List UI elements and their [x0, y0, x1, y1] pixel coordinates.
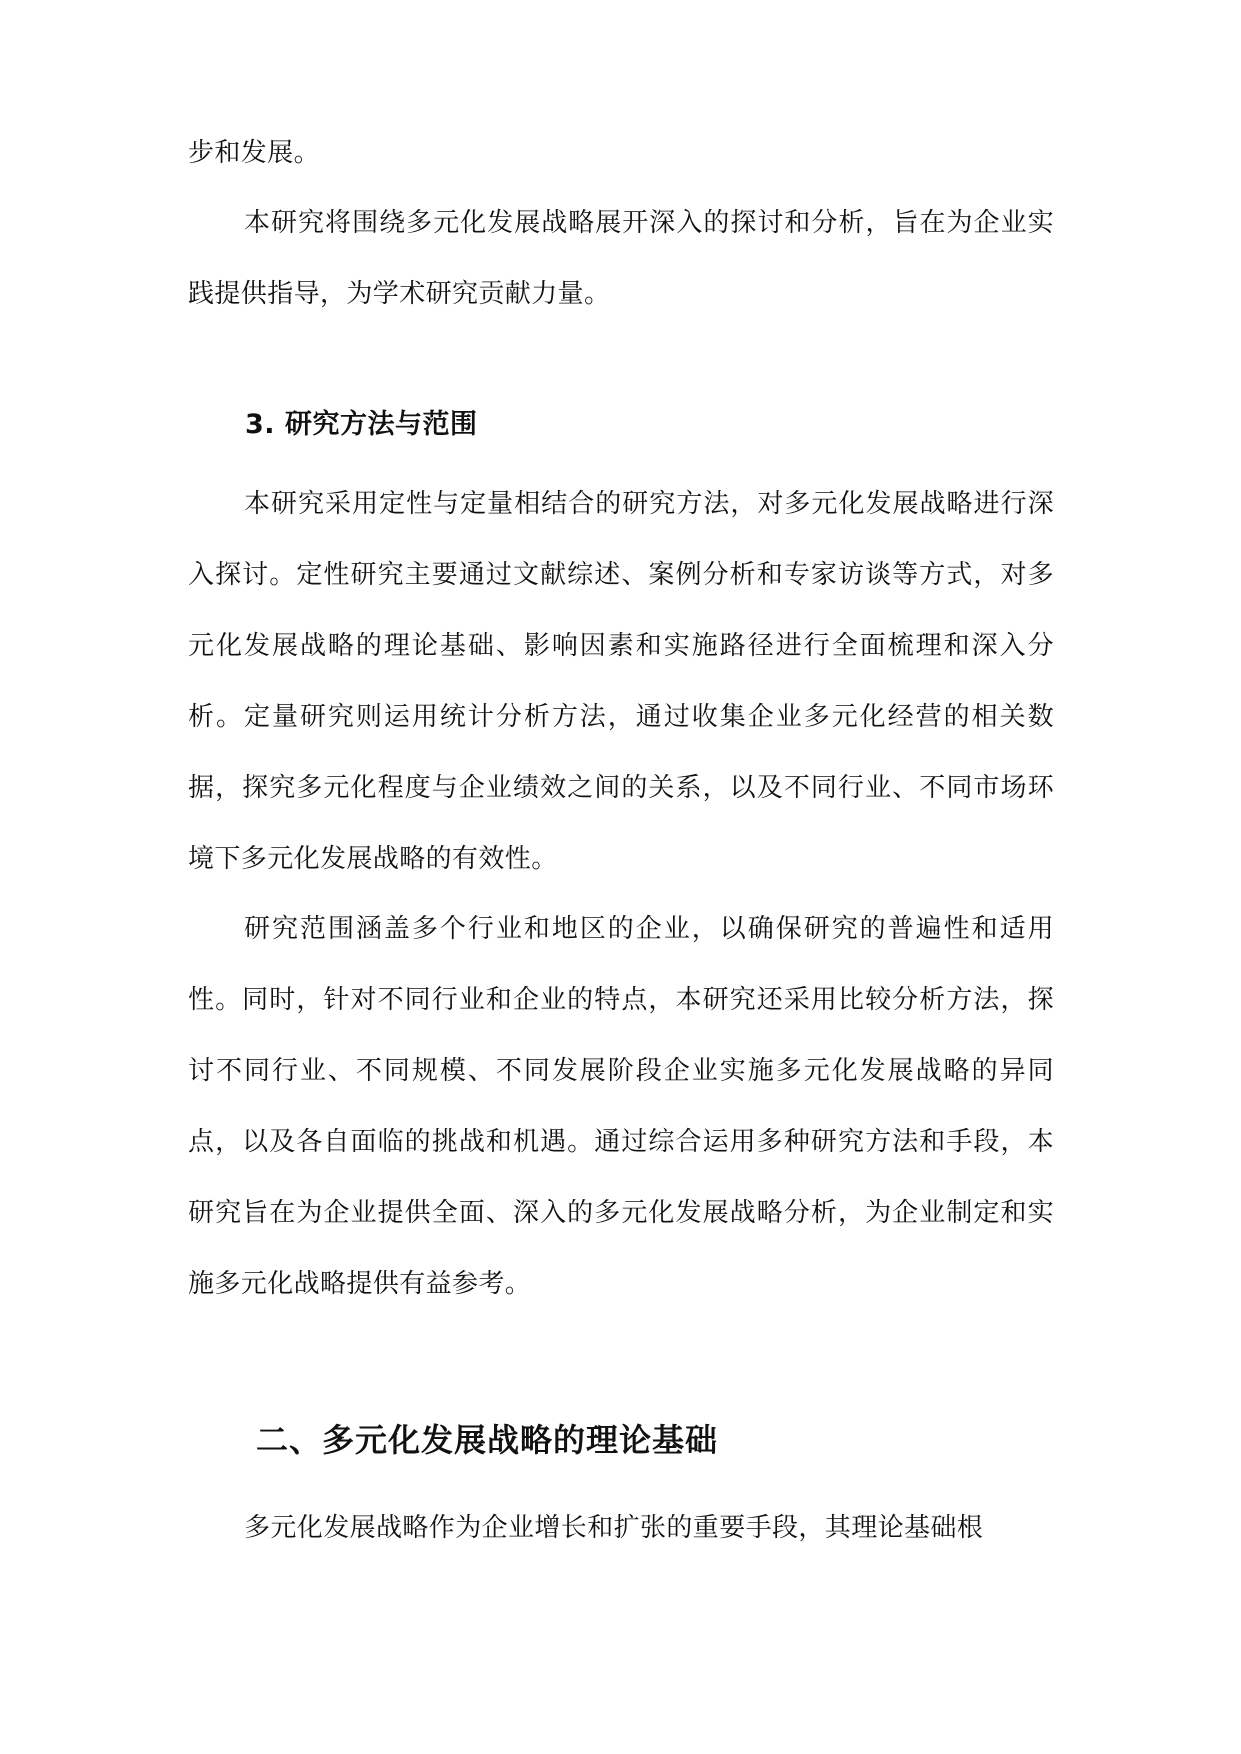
paragraph-research-scope: 研究范围涵盖多个行业和地区的企业，以确保研究的普遍性和适用性。同时，针对不同行业和企业的特点，本研究还采用比较分析方法，探讨不同行业、不同规模、不同发展阶段企业实施多元化发展战略的异同点，以及各自面临的挑战和机遇。通过综合运用多种研究方法和手段，本研究旨在为企业提供全面、深入的多元化发展战略分析，为企业制定和实施多元化战略提供有益参考。 [188, 914, 1054, 1299]
paragraph-continued: 步和发展。 [188, 138, 321, 168]
paragraph-research-aim: 本研究将围绕多元化发展战略展开深入的探讨和分析，旨在为企业实践提供指导，为学术研究贡献力量。 [188, 208, 1054, 309]
section-heading-methods-scope: 3. 研究方法与范围 [245, 409, 478, 440]
paragraph-research-methods: 本研究采用定性与定量相结合的研究方法，对多元化发展战略进行深入探讨。定性研究主要通过文献综述、案例分析和专家访谈等方式，对多元化发展战略的理论基础、影响因素和实施路径进行全面梳理和深入分析。定量研究则运用统计分析方法，通过收集企业多元化经营的相关数据，探究多元化程度与企业绩效之间的关系，以及不同行业、不同市场环境下多元化发展战略的有效性。 [188, 489, 1054, 874]
paragraph-theory-intro: 多元化发展战略作为企业增长和扩张的重要手段，其理论基础根 [244, 1513, 984, 1543]
chapter-heading-theory: 二、多元化发展战略的理论基础 [256, 1421, 719, 1459]
